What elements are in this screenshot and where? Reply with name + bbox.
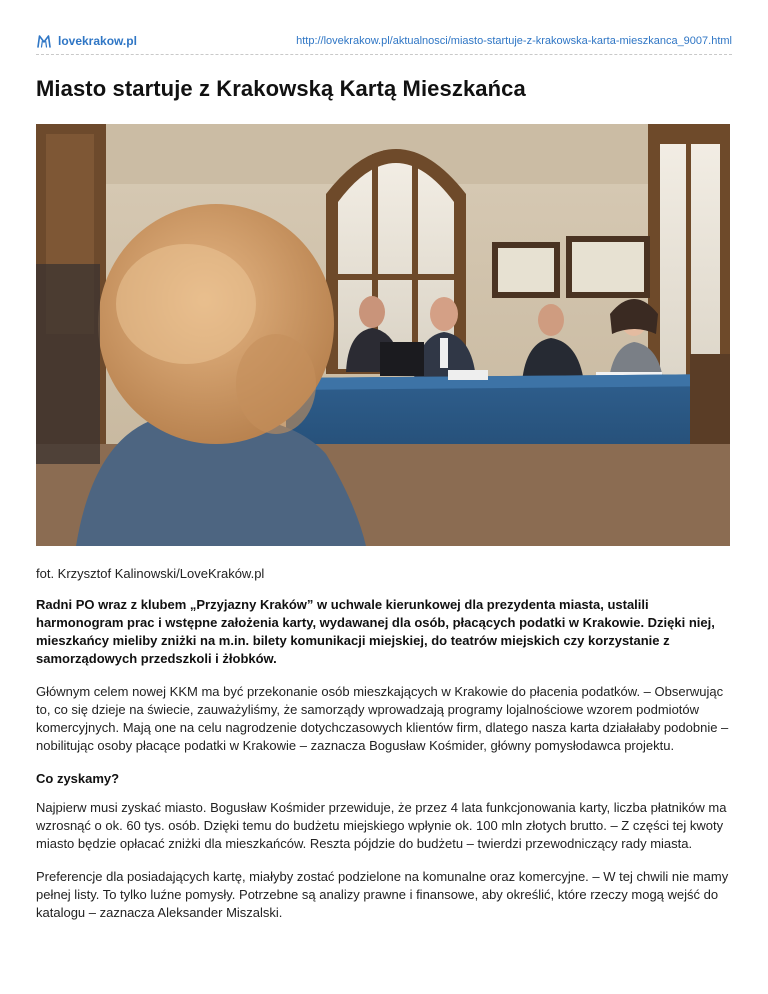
lovekrakow-logo-icon	[36, 33, 52, 49]
photo-caption: fot. Krzysztof Kalinowski/LoveKraków.pl	[36, 566, 265, 581]
article-photo	[36, 124, 730, 546]
header-divider	[36, 54, 732, 55]
source-url-link[interactable]: http://lovekrakow.pl/aktualnosci/miasto-startuje-z-krakowska-karta-mieszkanca_9007.html	[296, 35, 732, 47]
section-heading: Co zyskamy?	[36, 771, 120, 786]
article-title: Miasto startuje z Krakowską Kartą Mieszkańca	[36, 76, 526, 101]
article-lead: Radni PO wraz z klubem „Przyjazny Kraków” w uchwale kierunkowej dla prezydenta miasta, ustalili harmonogram prac i wstępne założenia karty, wydawanej dla osób, płacących podatki w Krakowie. Dzięki niej, mieszkańcy mieliby zniżki na m.in. bilety komunikacji miejskiej, do teatrów miejskich czy korzystanie z samorządowych przedszkoli i żłobków.	[36, 597, 715, 666]
article-paragraph: Głównym celem nowej KKM ma być przekonanie osób mieszkających w Krakowie do płacenia podatków. – Obserwując to, co się dzieje na świecie, zauważyliśmy, że samorządy wprowadzają programy lojalnościowe wzorem podmiotów komercyjnych. Mają one na celu nagrodzenie dotychczasowych klientów firm, dlatego nasza karta działałaby podobnie – nobilitując osoby płacące podatki w Krakowie – zaznacza Bogusław Kośmider, główny pomysłodawca projektu.	[36, 684, 729, 753]
article-paragraph: Preferencje dla posiadających kartę, miałyby zostać podzielone na komunalne oraz komercyjne. – W tej chwili nie mamy pełnej listy. To tylko luźne pomysły. Potrzebne są analizy prawne i finansowe, aby określić, które rzeczy mogą wejść do katalogu – zaznacza Aleksander Miszalski.	[36, 869, 729, 920]
site-brand-link[interactable]	[36, 33, 137, 49]
article-body	[36, 596, 732, 937]
article-paragraph: Najpierw musi zyskać miasto. Bogusław Kośmider przewiduje, że przez 4 lata funkcjonowania karty, liczba płatników ma wzrosnąć o ok. 60 tys. osób. Dzięki temu do budżetu miejskiego wpłynie ok. 100 mln złotych brutto. – Z części tej kwoty miasto będzie opłacać zniżki dla mieszkańców. Reszta pójdzie do budżetu – twierdzi przewodniczący rady miasta.	[36, 800, 727, 851]
page-header	[36, 32, 732, 50]
site-name: lovekrakow.pl	[58, 34, 137, 48]
